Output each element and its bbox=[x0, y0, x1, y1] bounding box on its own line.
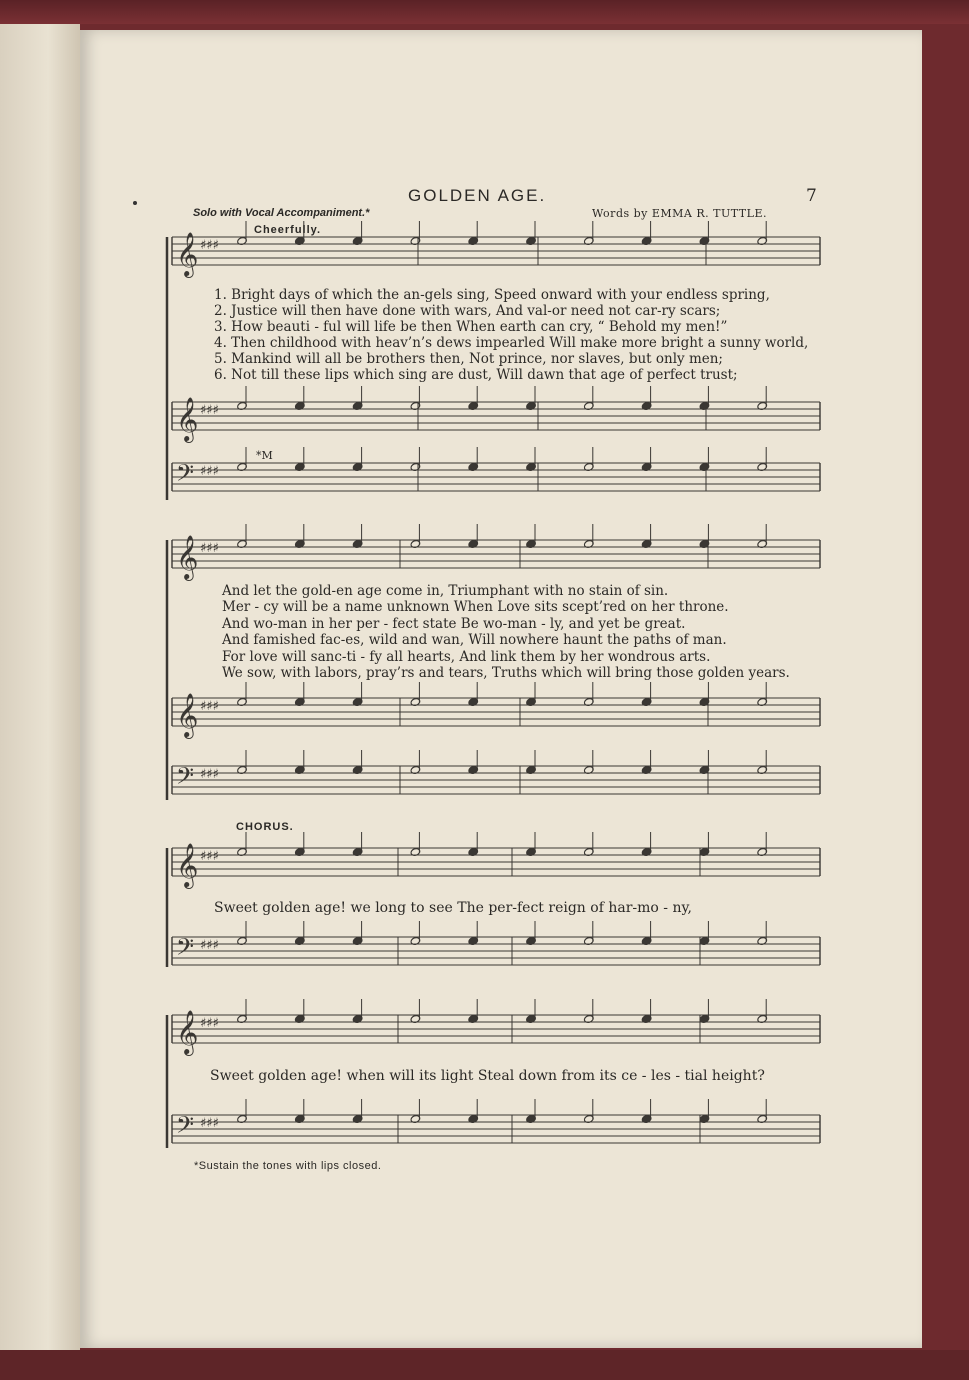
performance-note: Solo with Vocal Accompaniment.* bbox=[193, 207, 370, 219]
verse-line: Mer - cy will be a name unknown When Love sits scept’red on her throne. bbox=[222, 599, 729, 615]
tempo-marking: Cheerfully. bbox=[254, 224, 322, 236]
chorus-label: CHORUS. bbox=[236, 821, 294, 833]
svg-text:𝄞: 𝄞 bbox=[176, 397, 199, 441]
verse-line: 1. Bright days of which the an-gels sing, Speed onward with your endless spring, bbox=[214, 287, 770, 303]
svg-text:𝄞: 𝄞 bbox=[176, 535, 199, 579]
svg-text:♯♯♯: ♯♯♯ bbox=[200, 767, 219, 782]
lyricist-credit: Words by EMMA R. TUTTLE. bbox=[592, 207, 767, 220]
svg-text:♯♯♯: ♯♯♯ bbox=[200, 1016, 219, 1031]
svg-text:𝄢: 𝄢 bbox=[176, 1111, 195, 1144]
svg-text:𝄞: 𝄞 bbox=[176, 232, 199, 276]
svg-text:𝄢: 𝄢 bbox=[176, 762, 195, 795]
svg-text:𝄢: 𝄢 bbox=[176, 459, 195, 492]
svg-text:♯♯♯: ♯♯♯ bbox=[200, 1116, 219, 1131]
svg-text:𝄞: 𝄞 bbox=[176, 693, 199, 737]
svg-text:♯♯♯: ♯♯♯ bbox=[200, 849, 219, 864]
verse-line: 6. Not till these lips which sing are dust, Will dawn that age of perfect trust; bbox=[214, 367, 738, 383]
chorus-lyric-line: Sweet golden age! we long to see The per-fect reign of har-mo - ny, bbox=[214, 900, 692, 916]
svg-text:♯♯♯: ♯♯♯ bbox=[200, 699, 219, 714]
page-number: 7 bbox=[806, 186, 817, 206]
svg-text:𝄞: 𝄞 bbox=[176, 843, 199, 887]
song-title: GOLDEN AGE. bbox=[408, 186, 547, 205]
verse-line: 3. How beauti - ful will life be then When earth can cry, “ Behold my men!” bbox=[214, 319, 728, 335]
svg-text:♯♯♯: ♯♯♯ bbox=[200, 464, 219, 479]
footnote: *Sustain the tones with lips closed. bbox=[194, 1160, 382, 1172]
verse-line: 4. Then childhood with heav’n’s dews impearled Will make more bright a sunny world, bbox=[214, 335, 809, 351]
svg-text:♯♯♯: ♯♯♯ bbox=[200, 403, 219, 418]
hum-mark: *M bbox=[256, 449, 273, 462]
verse-line: And let the gold-en age come in, Triumphant with no stain of sin. bbox=[222, 583, 669, 599]
svg-text:𝄢: 𝄢 bbox=[176, 933, 195, 966]
page-mark bbox=[133, 201, 137, 205]
verse-line: For love will sanc-ti - fy all hearts, And link them by her wondrous arts. bbox=[222, 649, 711, 665]
verse-line: And famished fac-es, wild and wan, Will nowhere haunt the paths of man. bbox=[222, 632, 727, 648]
svg-text:♯♯♯: ♯♯♯ bbox=[200, 541, 219, 556]
verse-line: 5. Mankind will all be brothers then, Not prince, nor slaves, but only men; bbox=[214, 351, 723, 367]
svg-text:♯♯♯: ♯♯♯ bbox=[200, 938, 219, 953]
svg-text:♯♯♯: ♯♯♯ bbox=[200, 238, 219, 253]
chorus-lyric-line: Sweet golden age! when will its light Steal down from its ce - les - tial height? bbox=[210, 1068, 765, 1084]
verse-line: And wo-man in her per - fect state Be wo-man - ly, and yet be great. bbox=[222, 616, 686, 632]
svg-text:𝄞: 𝄞 bbox=[176, 1010, 199, 1054]
verse-line: 2. Justice will then have done with wars, And val-or need not car-ry scars; bbox=[214, 303, 721, 319]
verse-line: We sow, with labors, pray’rs and tears, Truths which will bring those golden years. bbox=[222, 665, 790, 681]
